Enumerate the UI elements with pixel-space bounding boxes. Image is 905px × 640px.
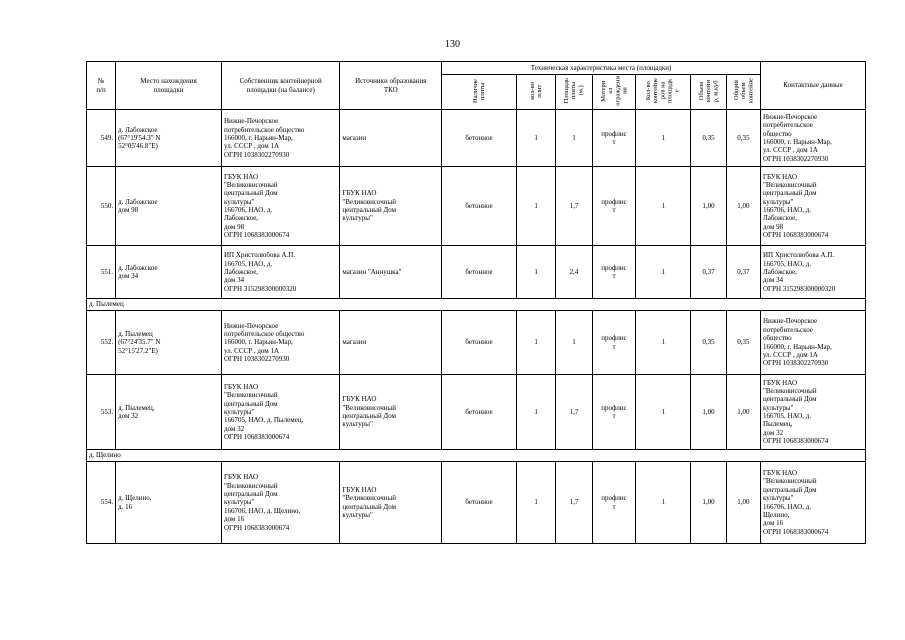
cell-area: 1	[556, 110, 592, 167]
subheader-containers: Кол-во контейне ров на площадк е	[636, 75, 691, 110]
cell-owner: ГБУК НАО "Великовисочный центральный Дом культуры" 166706, НАО, д. Лабожское, дом 98 ОГРН 1068383000674	[222, 167, 340, 246]
cell-plate: бетонное	[442, 167, 517, 246]
section-title: д. Щелино	[87, 450, 866, 462]
table-row	[87, 462, 866, 544]
cell-fence: профлис т	[592, 462, 636, 544]
cell-volume: 1,00	[691, 462, 726, 544]
cell-plate: бетонное	[442, 246, 517, 299]
cell-fence: профлис т	[592, 375, 636, 450]
table-row	[87, 167, 866, 246]
cell-owner: ИП Христолюбова А.П. 166705, НАО, д. Лабожское, дом 34 ОГРН 315298300000320	[222, 246, 340, 299]
cell-contacts: Нижне-Печорское потребительское общество 166000, г. Нарьян-Мар, ул. СССР , дом 1А ОГРН 1038302270930	[760, 311, 865, 375]
subheader-plate: Наличие плиты	[442, 75, 517, 110]
table-row	[87, 110, 866, 167]
cell-volume: 0,35	[691, 110, 726, 167]
cell-fence: профлис т	[592, 110, 636, 167]
cell-volume: 0,37	[691, 246, 726, 299]
cell-volume: 1,00	[691, 167, 726, 246]
cell-containers: 1	[636, 167, 691, 246]
col-header-num: № п/п	[87, 62, 116, 110]
cell-volume: 0,35	[691, 311, 726, 375]
cell-count: 1	[516, 246, 555, 299]
cell-area: 1,7	[556, 375, 592, 450]
subheader-count: кол-во плит	[516, 75, 555, 110]
subheader-total: Общий объем контейне	[726, 75, 760, 110]
cell-place: д. Пылемец (67°24'35.7" N 52°15'27.2"E)	[116, 311, 222, 375]
cell-area: 1	[556, 311, 592, 375]
cell-owner: ГБУК НАО "Великовисочный центральный Дом культуры" 166706, НАО, д. Щелино, дом 16 ОГРН 1068383000674	[222, 462, 340, 544]
col-header-place: Место нахождения площадки	[116, 62, 222, 110]
cell-containers: 1	[636, 462, 691, 544]
cell-count: 1	[516, 375, 555, 450]
cell-num: 552.	[87, 311, 116, 375]
cell-contacts: ГБУК НАО "Великовисочный центральный Дом культуры" 166706, НАО, д. Лабожское, дом 98 ОГРН 1068383000674	[760, 167, 865, 246]
cell-num: 553.	[87, 375, 116, 450]
cell-area: 1,7	[556, 167, 592, 246]
cell-source: ГБУК НАО "Великовисочный центральный Дом культуры"	[340, 375, 442, 450]
table-row	[87, 375, 866, 450]
col-header-source: Источники образования ТКО	[340, 62, 442, 110]
cell-total: 0,37	[726, 246, 760, 299]
cell-count: 1	[516, 311, 555, 375]
cell-owner: Нижне-Печорское потребительское общество 166000, г. Нарьян-Мар, ул. СССР , дом 1А ОГРН 1038302270930	[222, 311, 340, 375]
cell-fence: профлис т	[592, 311, 636, 375]
subheader-fence: Матери ал ограждени ия	[592, 75, 636, 110]
cell-source: магазин	[340, 110, 442, 167]
col-header-tech: Техническая характеристика места (площадки)	[442, 62, 761, 75]
cell-containers: 1	[636, 311, 691, 375]
table-row	[87, 246, 866, 299]
section-row	[87, 450, 866, 462]
cell-num: 551.	[87, 246, 116, 299]
cell-total: 0,35	[726, 311, 760, 375]
cell-total: 1,00	[726, 462, 760, 544]
cell-total: 0,35	[726, 110, 760, 167]
cell-containers: 1	[636, 375, 691, 450]
cell-count: 1	[516, 462, 555, 544]
cell-containers: 1	[636, 110, 691, 167]
cell-fence: профлис т	[592, 246, 636, 299]
cell-num: 549.	[87, 110, 116, 167]
cell-owner: Нижне-Печорское потребительское общество 166000, г. Нарьян-Мар, ул. СССР , дом 1А ОГРН 1038302270930	[222, 110, 340, 167]
cell-fence: профлис т	[592, 167, 636, 246]
section-title: д. Пылемец	[87, 299, 866, 311]
section-row	[87, 299, 866, 311]
header-row	[87, 62, 866, 75]
cell-place: д. Лабожское дом 34	[116, 246, 222, 299]
col-header-contacts: Контактные данные	[760, 62, 865, 110]
cell-place: д. Лабожское (67°19'54.3" N 52°05'46.8"E)	[116, 110, 222, 167]
subheader-area: Площадь плиты (м.)	[556, 75, 592, 110]
cell-containers: 1	[636, 246, 691, 299]
cell-volume: 1,00	[691, 375, 726, 450]
cell-contacts: Нижне-Печорское потребительское общество 166000, г. Нарьян-Мар, ул. СССР , дом 1А ОГРН 1038302270930	[760, 110, 865, 167]
subheader-volume: Объем контейн р, м.куб	[691, 75, 726, 110]
cell-place: д. Пылемец, дом 32	[116, 375, 222, 450]
cell-num: 550.	[87, 167, 116, 246]
cell-source: магазин "Аннушка"	[340, 246, 442, 299]
page-number: 130	[445, 39, 460, 50]
cell-area: 1,7	[556, 462, 592, 544]
cell-source: ГБУК НАО "Великовисочный центральный Дом культуры"	[340, 462, 442, 544]
cell-plate: бетонное	[442, 375, 517, 450]
cell-total: 1,00	[726, 167, 760, 246]
registry-table	[86, 61, 866, 544]
cell-contacts: ГБУК НАО "Великовисочный центральный Дом культуры" 166705, НАО, д. Пылемец, дом 32 ОГРН 1068383000674	[760, 375, 865, 450]
cell-plate: бетонное	[442, 462, 517, 544]
cell-owner: ГБУК НАО "Великовисочный центральный Дом культуры" 166705, НАО, д. Пылемец, дом 32 ОГРН 1068383000674	[222, 375, 340, 450]
table-row	[87, 311, 866, 375]
cell-source: магазин	[340, 311, 442, 375]
cell-contacts: ИП Христолюбова А.П. 166705, НАО, д. Лабожское, дом 34 ОГРН 315298300000320	[760, 246, 865, 299]
col-header-owner: Собственник контейнерной площадки (на балансе)	[222, 62, 340, 110]
cell-total: 1,00	[726, 375, 760, 450]
cell-plate: бетонное	[442, 311, 517, 375]
cell-count: 1	[516, 167, 555, 246]
cell-count: 1	[516, 110, 555, 167]
cell-plate: бетонное	[442, 110, 517, 167]
cell-place: д. Щелино, д. 16	[116, 462, 222, 544]
cell-num: 554.	[87, 462, 116, 544]
cell-place: д. Лабожское дом 98	[116, 167, 222, 246]
cell-source: ГБУК НАО "Великовисочный центральный Дом культуры"	[340, 167, 442, 246]
cell-area: 2,4	[556, 246, 592, 299]
cell-contacts: ГБУК НАО "Великовисочный центральный Дом культуры" 166706, НАО, д. Щелино, дом 16 ОГРН 1068383000674	[760, 462, 865, 544]
